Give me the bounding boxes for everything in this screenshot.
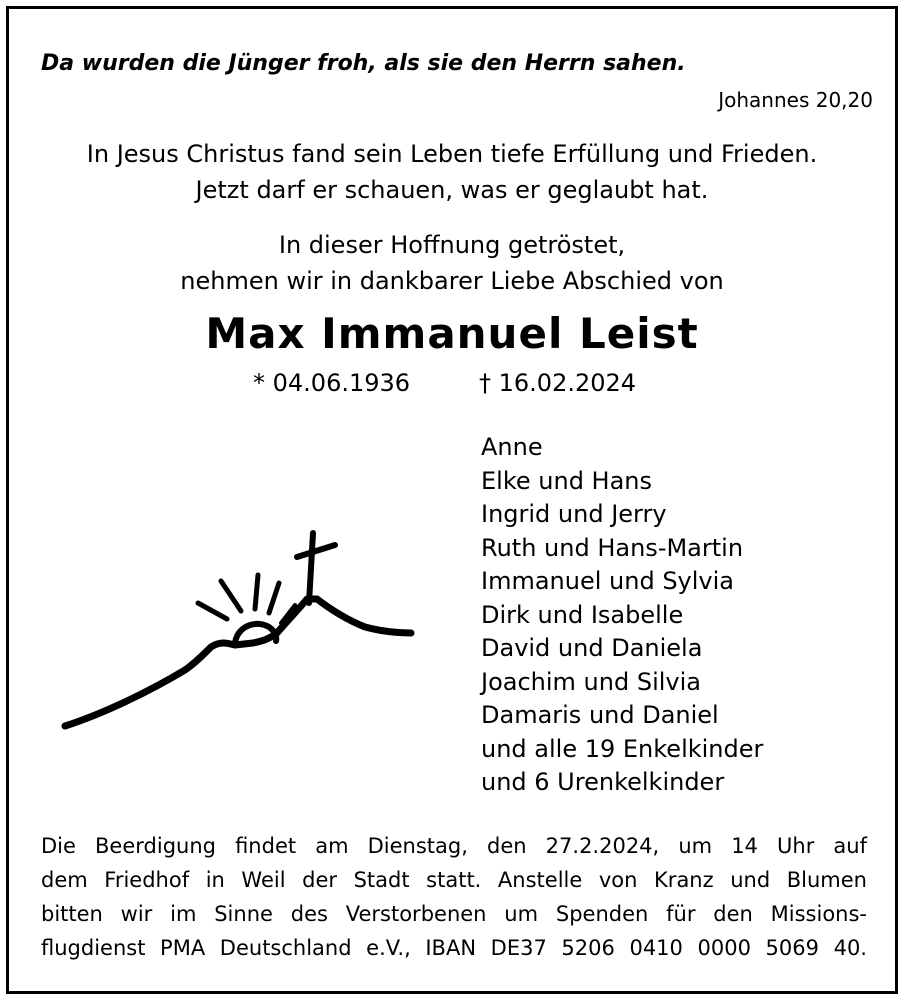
- farewell-text: [9, 227, 895, 299]
- farewell-line: nehmen wir in dankbarer Liebe Abschied von: [180, 267, 724, 295]
- funeral-notice-line: dem Friedhof in Weil der Stadt statt. Anstelle von Kranz und Blumen: [41, 868, 867, 892]
- mourners-list: [481, 431, 763, 800]
- mourner-name: Ruth und Hans-Martin: [481, 533, 744, 562]
- obituary-notice: [6, 6, 898, 994]
- mourner-name: Joachim und Silvia: [481, 667, 701, 696]
- mourner-name: und alle 19 Enkelkinder: [481, 734, 764, 763]
- mourner-name: Anne: [481, 433, 543, 461]
- intro-line: Jetzt darf er schauen, was er geglaubt hat.: [195, 176, 709, 204]
- farewell-line: In dieser Hoffnung getröstet,: [278, 231, 626, 259]
- mourner-name: Damaris und Daniel: [481, 701, 719, 729]
- intro-text: [9, 136, 895, 208]
- funeral-notice-line: Die Beerdigung findet am Dienstag, den 27.2.2024, um 14 Uhr auf: [41, 834, 867, 858]
- mourner-name: Dirk und Isabelle: [481, 600, 684, 629]
- funeral-notice-line: flugdienst PMA Deutschland e.V., IBAN DE37 5206 0410 0000 5069 40.: [41, 936, 867, 960]
- birth-date: * 04.06.1936: [253, 369, 411, 397]
- bible-verse-reference: Johannes 20,20: [718, 88, 873, 112]
- bible-verse: Da wurden die Jünger froh, als sie den Herrn sahen.: [41, 51, 686, 76]
- intro-line: In Jesus Christus fand sein Leben tiefe Erfüllung und Frieden.: [86, 140, 818, 168]
- deceased-name: Max Immanuel Leist: [205, 309, 699, 358]
- mourner-name: und 6 Urenkelkinder: [481, 768, 725, 796]
- funeral-notice: [41, 829, 867, 965]
- mountain-sun-cross-icon: [55, 523, 415, 733]
- death-date: † 16.02.2024: [479, 369, 637, 397]
- mourner-name: David und Daniela: [481, 634, 703, 662]
- mourner-name: Ingrid und Jerry: [481, 500, 667, 528]
- funeral-notice-line: bitten wir im Sinne des Verstorbenen um Spenden für den Missions-: [41, 902, 867, 926]
- mourner-name: Elke und Hans: [481, 466, 653, 495]
- mourner-name: Immanuel und Sylvia: [481, 567, 734, 595]
